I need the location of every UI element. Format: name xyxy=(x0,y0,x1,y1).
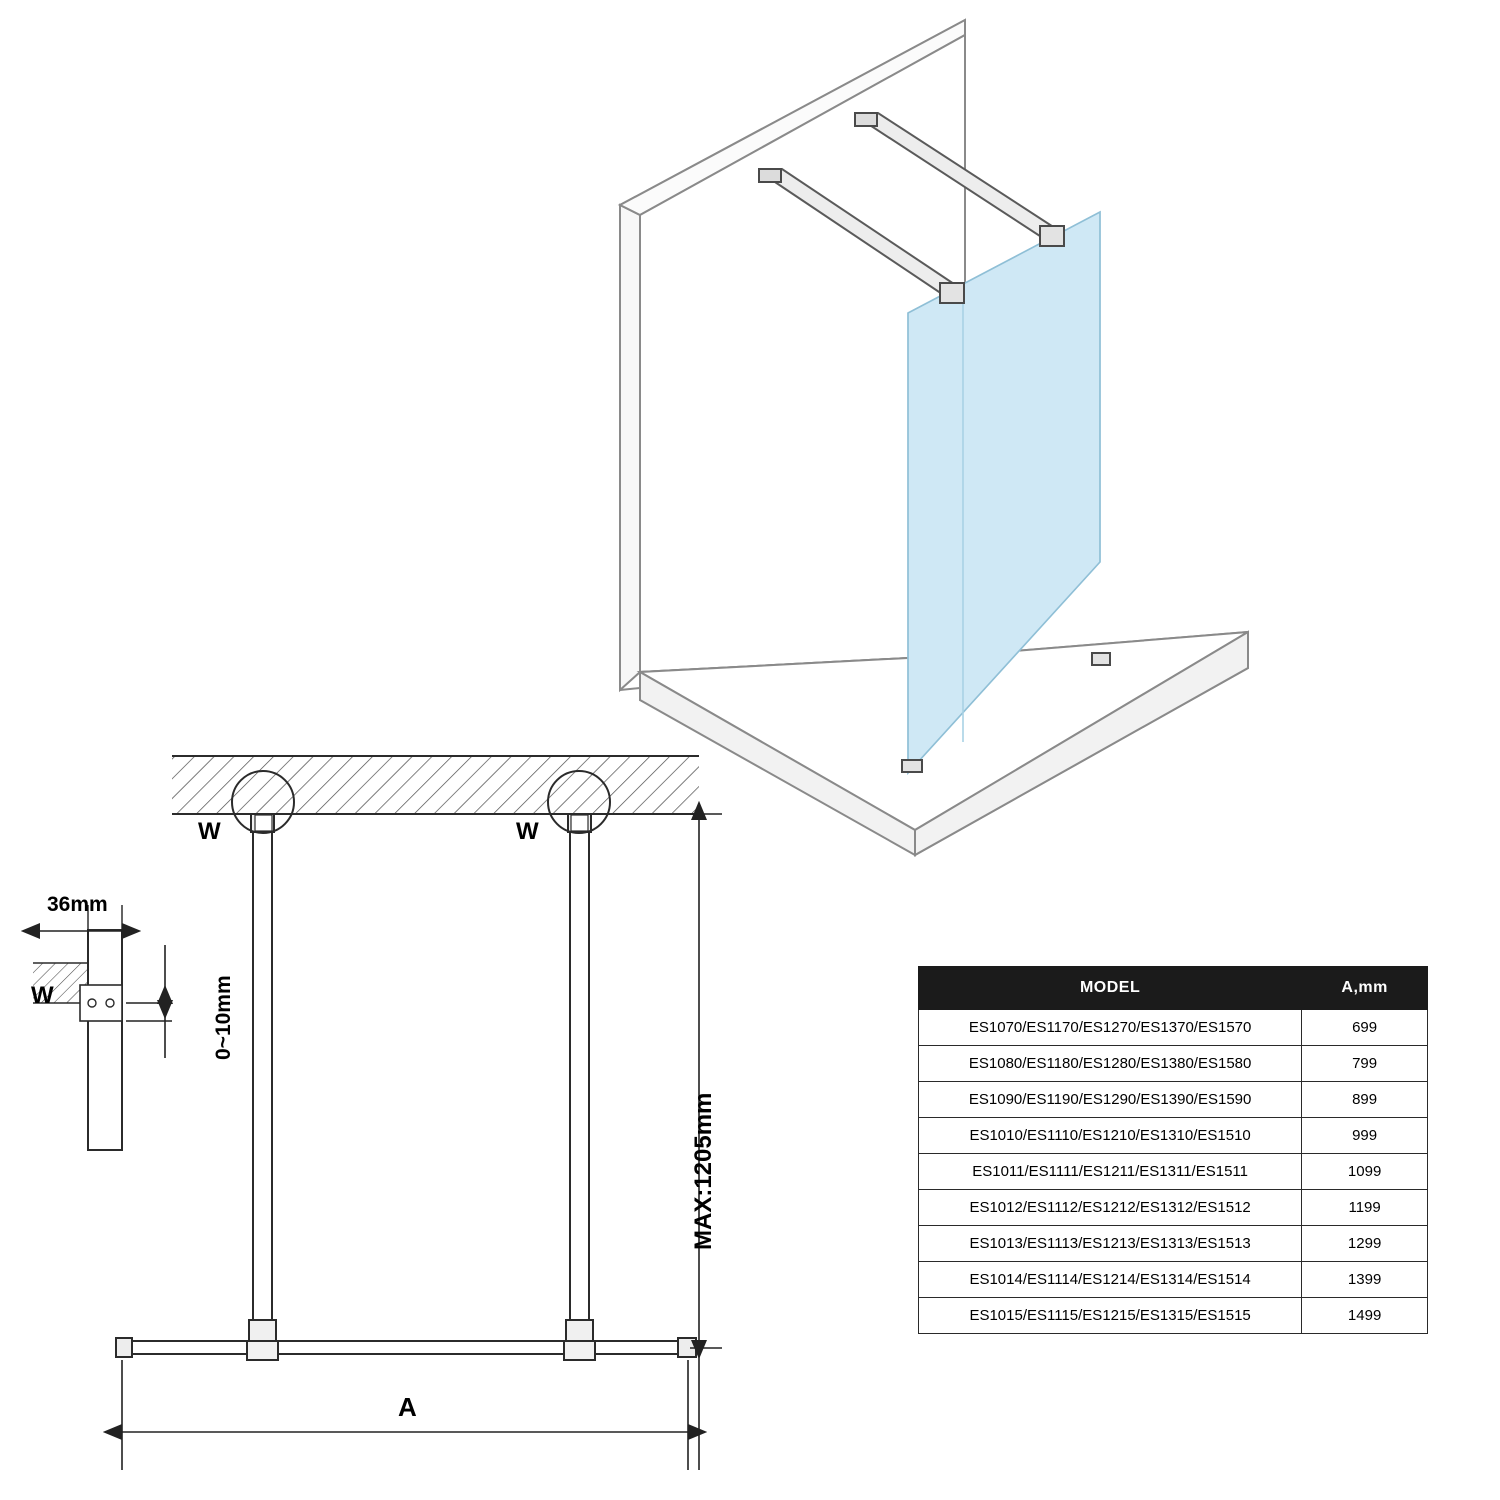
cell-a: 1299 xyxy=(1302,1226,1428,1262)
cell-a: 1199 xyxy=(1302,1190,1428,1226)
label-w-right: W xyxy=(516,818,539,845)
label-w-side: W xyxy=(31,982,54,1009)
cell-a: 799 xyxy=(1302,1046,1428,1082)
cell-model: ES1013/ES1113/ES1213/ES1313/ES1513 xyxy=(919,1226,1302,1262)
cell-model: ES1011/ES1111/ES1211/ES1311/ES1511 xyxy=(919,1154,1302,1190)
ceiling-hatch xyxy=(172,756,699,814)
table-row xyxy=(919,1082,1428,1118)
table-row xyxy=(919,1154,1428,1190)
cell-model: ES1012/ES1112/ES1212/ES1312/ES1512 xyxy=(919,1190,1302,1226)
label-dim-a: A xyxy=(398,1392,417,1422)
cell-a: 1499 xyxy=(1302,1298,1428,1334)
cell-a: 1399 xyxy=(1302,1262,1428,1298)
cell-model: ES1090/ES1190/ES1290/ES1390/ES1590 xyxy=(919,1082,1302,1118)
bottom-rail xyxy=(116,1338,696,1360)
table-header-model: MODEL xyxy=(919,967,1302,1010)
cell-a: 1099 xyxy=(1302,1154,1428,1190)
cell-model: ES1010/ES1110/ES1210/ES1310/ES1510 xyxy=(919,1118,1302,1154)
cell-model: ES1080/ES1180/ES1280/ES1380/ES1580 xyxy=(919,1046,1302,1082)
cell-a: 999 xyxy=(1302,1118,1428,1154)
table-body xyxy=(919,1010,1428,1334)
table-header-a: A,mm xyxy=(1302,967,1428,1010)
table-row xyxy=(919,1298,1428,1334)
table-row xyxy=(919,1046,1428,1082)
cell-a: 899 xyxy=(1302,1082,1428,1118)
side-detail-view xyxy=(33,905,172,1150)
label-36mm: 36mm xyxy=(47,893,108,916)
label-max-height: MAX:1205mm xyxy=(690,1092,717,1250)
cell-a: 699 xyxy=(1302,1010,1428,1046)
table-row xyxy=(919,1190,1428,1226)
table-row xyxy=(919,1262,1428,1298)
vertical-poles xyxy=(249,814,593,1348)
cell-model: ES1070/ES1170/ES1270/ES1370/ES1570 xyxy=(919,1010,1302,1046)
model-spec-table xyxy=(918,966,1428,1334)
table-row xyxy=(919,1118,1428,1154)
label-gap-range: 0~10mm xyxy=(212,975,235,1060)
table-header-row xyxy=(919,967,1428,1010)
cell-model: ES1015/ES1115/ES1215/ES1315/ES1515 xyxy=(919,1298,1302,1334)
cell-model: ES1014/ES1114/ES1214/ES1314/ES1514 xyxy=(919,1262,1302,1298)
table-row xyxy=(919,1226,1428,1262)
table-row xyxy=(919,1010,1428,1046)
label-w-left: W xyxy=(198,818,221,845)
